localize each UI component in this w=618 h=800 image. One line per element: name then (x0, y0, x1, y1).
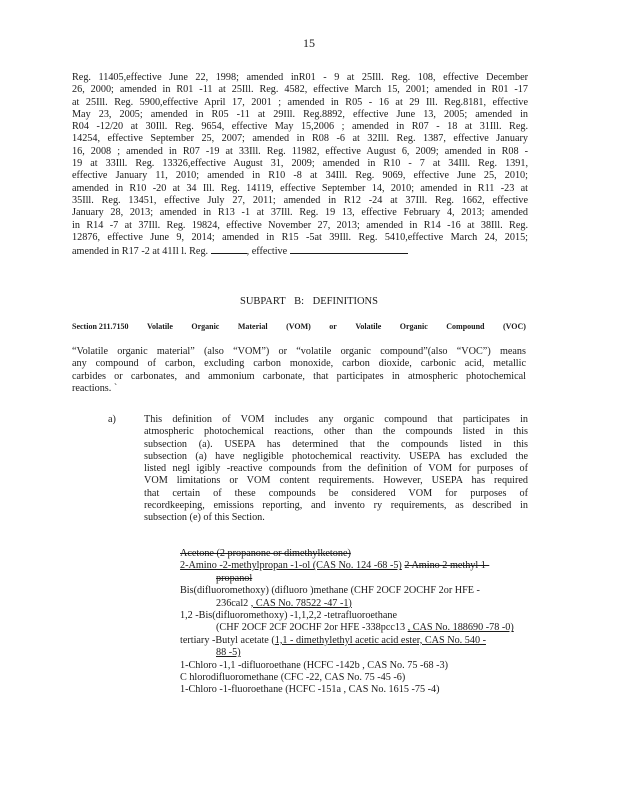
subsection-line: that certain of these compounds be considered VOM for purposes of (144, 487, 528, 499)
definition-line: reactions. ` (72, 382, 118, 394)
history-line: May 23, 2005; amended in R05 -11 at 29Ill. Reg.8892, effective June 13, 2005; amended in (72, 108, 528, 120)
subsection-line: listed negl igibly -reactive compounds from the definition of VOM for purposes of (144, 463, 528, 475)
section-title-word: (VOM) (286, 322, 311, 331)
subsection-line: subsection (a) have negligible photochemical reactivity. USEPA has excluded the (144, 450, 528, 462)
definition-line: any compound of carbon, excluding carbon monoxide, carbon dioxide, carbonic acid, metallic (72, 358, 526, 370)
compound-chloro-difluoroethane: 1-Chloro -1,1 -difluoroethane (HCFC -142b , CAS No. 75 -68 -3) (180, 659, 448, 671)
compound-amino-struck: 2 Amino 2 methyl 1- (404, 560, 490, 572)
history-line: 35Ill. Reg. 13451, effective July 27, 2011; amended in R12 -24 at 37Ill. Reg. 1662, effective (72, 194, 528, 206)
history-line: R04 -12/20 at 30Ill. Reg. 9654, effective May 15,2006 ; amended in R07 - 18 at 31Ill. Reg. (72, 121, 528, 133)
section-heading (72, 322, 526, 331)
definition-paragraph (72, 346, 526, 395)
compound-tertiary-butyl-acetate: tertiary -Butyl acetate (1,1 - dimethylethyl acetic acid ester, CAS No. 540 - 88 -5) (180, 634, 486, 659)
history-final-middle: , effective (246, 246, 288, 258)
compound-amino-struck-cont: propanol (216, 572, 253, 584)
section-title-word: Compound (446, 322, 485, 331)
amendment-history (72, 72, 528, 258)
subsection-line: subsection (a). USEPA has determined that the compounds listed in this (144, 438, 528, 450)
compound-bis-difluoromethoxy-tetrafluoroethane: 1,2 -Bis(difluoromethoxy) -1,1,2,2 -tetrafluoroethane (CHF 2OCF 2CF 2OCHF 2or HFE -338pcc13 , CAS No. 188690 -78 -0) (180, 610, 514, 634)
section-title-word: or (329, 322, 337, 331)
history-line: amended in R10 -20 at 34 Ill. Reg. 14119, effective September 14, 2010; amended in R11 -23 at (72, 182, 528, 194)
subsection-line: This definition of VOM includes any organic compound that participates in (144, 414, 528, 425)
compound-chloro-fluoroethane: 1-Chloro -1-fluoroethane (HCFC -151a , CAS No. 1615 -75 -4) (180, 684, 440, 696)
section-number: Section 211.7150 (72, 322, 129, 331)
compound-amino-methylpropanol (180, 560, 540, 585)
subsection-line: VOM limitations or VOM content requirements. However, USEPA has required (144, 475, 528, 487)
section-title-word: Material (237, 322, 268, 331)
section-title-word: Volatile (146, 322, 173, 331)
history-line: effective January 11, 2010; amended in R10 -8 at 34Ill. Reg. 9069, effective June 25, 2010; (72, 170, 528, 182)
history-line: January 28, 2013; amended in R13 -1 at 37Ill. Reg. 19 13, effective February 4, 2013; amended (72, 207, 528, 219)
definition-line: carbides or carbonates, and ammonium carbonate, that participates in atmospheric photochemical (72, 370, 526, 382)
reg-blank (211, 244, 247, 254)
subsection-line: atmospheric photochemical reactions, other than the compounds listed in this (144, 426, 528, 438)
subpart-heading: SUBPART B: DEFINITIONS (240, 296, 378, 307)
compound-acetone-deleted: Acetone (2 propanone or dimethylketone) (180, 548, 351, 559)
history-line: at 25Ill. Reg. 5900,effective April 17, 2001 ; amended in R05 - 16 at 29 Ill. Reg.8181, effective (72, 96, 528, 108)
compound-list (180, 548, 540, 697)
history-line: 16, 2008 ; amended in R07 -19 at 33Ill. Reg. 11982, effective August 6, 2009; amended in R08 - (72, 145, 528, 157)
subsection-label: a) (108, 414, 116, 425)
subsection-line: subsection (e) of this Section. (144, 512, 265, 524)
compound-bis-difluoromethoxy-methane: Bis(difluoromethoxy) (difluoro )methane (CHF 2OCF 2OCHF 2or HFE - 236cal2 , CAS No. 78522 -47 -1) (180, 585, 480, 609)
compound-chlorodifluoromethane: C hlorodifluoromethane (CFC -22, CAS No. 75 -45 -6) (180, 672, 406, 684)
section-title-word: Organic (191, 322, 220, 331)
page-number: 15 (303, 36, 315, 50)
history-line: Reg. 11405,effective June 22, 1998; amended inR01 - 9 at 25Ill. Reg. 108, effective December (72, 72, 528, 83)
section-title-word: Organic (399, 322, 428, 331)
history-line: 12876, effective June 9, 2014; amended in R15 -5at 39Ill. Reg. 5410,effective March 24, 2015; (72, 231, 528, 243)
history-final-prefix: amended in R17 -2 at 41Il l. Reg. (72, 246, 209, 258)
history-final-line (72, 244, 528, 258)
history-line: 26, 2000; amended in R01 -11 at 25Ill. Reg. 4582, effective March 15, 2001; amended in R01 -17 (72, 84, 528, 96)
history-line: 14254, effective September 25, 2007; amended in R08 -6 at 32Ill. Reg. 1387, effective January (72, 133, 528, 145)
compound-amino-text: 2-Amino -2-methylpropan -1-ol (CAS No. 124 -68 -5) (180, 560, 402, 572)
subsection-a-body (144, 414, 528, 525)
definition-line: “Volatile organic material” (also “VOM”) or “volatile organic compound”(also “VOC”) means (72, 346, 526, 357)
history-line: in R14 -7 at 37Ill. Reg. 19824, effective November 27, 2013; amended in R14 -16 at 38Ill. Reg. (72, 219, 528, 231)
effective-date-blank (290, 244, 408, 254)
section-title-word: Volatile (355, 322, 382, 331)
section-title-word: (VOC) (502, 322, 526, 331)
history-line: 19 at 33Ill. Reg. 13326,effective August 31, 2009; amended in R10 - 7 at 34Ill. Reg. 1391, (72, 158, 528, 170)
subsection-line: recordkeeping, emissions reporting, and invento ry requirements, as described in (144, 500, 528, 512)
